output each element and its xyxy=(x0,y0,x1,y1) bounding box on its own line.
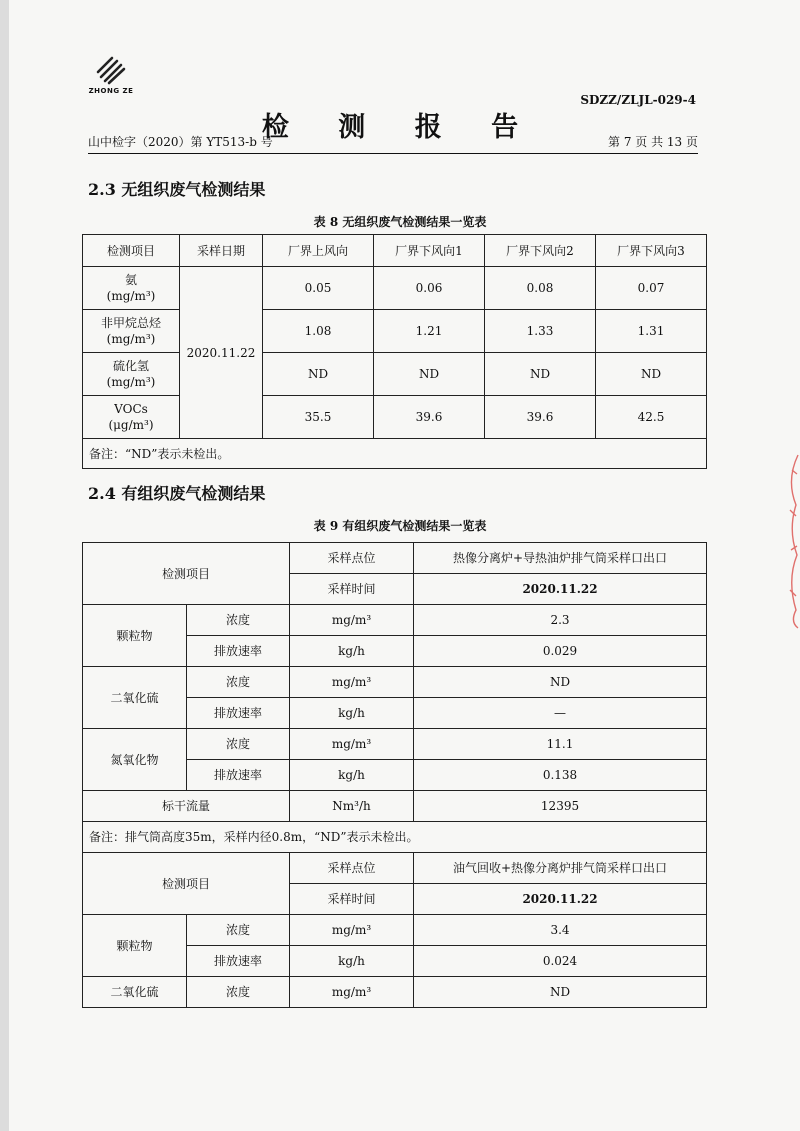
value-cell: 39.6 xyxy=(485,396,596,439)
page-info: 第 7 页 共 13 页 xyxy=(608,135,698,149)
param-cell: 浓度 xyxy=(187,915,290,946)
value-cell: 0.08 xyxy=(485,267,596,310)
unit-cell: kg/h xyxy=(290,636,414,667)
table-row xyxy=(83,605,707,636)
table-row xyxy=(83,977,707,1008)
section-heading-2-4: 2.4 有组织废气检测结果 xyxy=(88,484,266,503)
unit-cell: kg/h xyxy=(290,760,414,791)
value-cell: 42.5 xyxy=(596,396,707,439)
item-unit: (μg/m³) xyxy=(108,418,154,432)
group-name: 颗粒物 xyxy=(83,915,187,977)
table-row xyxy=(83,729,707,760)
group-name: 二氧化硫 xyxy=(83,977,187,1008)
item-unit: (mg/m³) xyxy=(106,375,156,389)
table-row xyxy=(83,853,707,884)
unit-cell: mg/m³ xyxy=(290,977,414,1008)
value-cell: 0.06 xyxy=(374,267,485,310)
value-cell: 0.138 xyxy=(414,760,707,791)
flow-value: 12395 xyxy=(414,791,707,822)
value-cell: ND xyxy=(263,353,374,396)
red-seal-edge-icon xyxy=(778,450,800,630)
unit-cell: mg/m³ xyxy=(290,729,414,760)
table-9 xyxy=(82,542,707,1008)
item-cell xyxy=(83,267,180,310)
item-name: 硫化氢 xyxy=(112,359,149,373)
value-cell: 1.08 xyxy=(263,310,374,353)
sampling-time-label: 采样时间 xyxy=(290,574,414,605)
value-cell: 1.33 xyxy=(485,310,596,353)
value-cell: 0.029 xyxy=(414,636,707,667)
header-cell: 厂界下风向3 xyxy=(596,235,707,267)
unit-cell: mg/m³ xyxy=(290,605,414,636)
table-row xyxy=(83,353,707,396)
zhongze-logo-icon xyxy=(95,55,127,85)
table-row xyxy=(83,791,707,822)
table-note-row xyxy=(83,822,707,853)
value-cell: 0.05 xyxy=(263,267,374,310)
document-code: SDZZ/ZLJL-029-4 xyxy=(580,93,696,107)
param-cell: 浓度 xyxy=(187,605,290,636)
table-8-note: 备注：“ND”表示未检出。 xyxy=(83,439,707,469)
value-cell: ND xyxy=(485,353,596,396)
group-name: 二氧化硫 xyxy=(83,667,187,729)
page-edge xyxy=(0,0,9,1131)
value-cell: 11.1 xyxy=(414,729,707,760)
report-number: 山中检字（2020）第 YT513-b 号 xyxy=(88,135,273,149)
value-cell: — xyxy=(414,698,707,729)
sampling-point-label: 采样点位 xyxy=(290,853,414,884)
item-name: 非甲烷总烃 xyxy=(100,316,161,330)
table-row xyxy=(83,915,707,946)
table-8 xyxy=(82,234,707,469)
value-cell: ND xyxy=(596,353,707,396)
header-cell: 采样日期 xyxy=(180,235,263,267)
table-row xyxy=(83,667,707,698)
item-name: 氨 xyxy=(124,273,137,287)
company-logo xyxy=(88,55,134,95)
header-cell: 厂界上风向 xyxy=(263,235,374,267)
flow-label: 标干流量 xyxy=(83,791,290,822)
table-row xyxy=(83,543,707,574)
param-cell: 浓度 xyxy=(187,729,290,760)
item-unit: (mg/m³) xyxy=(106,289,156,303)
sampling-date: 2020.11.22 xyxy=(180,267,263,439)
item-name: VOCs xyxy=(114,402,148,416)
unit-cell: kg/h xyxy=(290,698,414,729)
param-cell: 排放速率 xyxy=(187,636,290,667)
unit-cell: kg/h xyxy=(290,946,414,977)
table-9-note: 备注：排气筒高度35m，采样内径0.8m，“ND”表示未检出。 xyxy=(83,822,707,853)
report-title: 检 测 报 告 xyxy=(261,112,539,143)
item-cell xyxy=(83,310,180,353)
sampling-point-label: 采样点位 xyxy=(290,543,414,574)
sampling-point-value: 热像分离炉+导热油炉排气筒采样口出口 xyxy=(414,543,707,574)
value-cell: 39.6 xyxy=(374,396,485,439)
flow-unit: Nm³/h xyxy=(290,791,414,822)
group-name: 氮氧化物 xyxy=(83,729,187,791)
report-meta-line xyxy=(88,133,698,154)
param-cell: 排放速率 xyxy=(187,760,290,791)
logo-text: ZHONG ZE xyxy=(88,87,134,95)
value-cell: 2.3 xyxy=(414,605,707,636)
param-cell: 浓度 xyxy=(187,977,290,1008)
param-cell: 排放速率 xyxy=(187,698,290,729)
header-cell: 检测项目 xyxy=(83,235,180,267)
table-9-caption: 表 9 有组织废气检测结果一览表 xyxy=(313,519,487,533)
header-cell: 厂界下风向1 xyxy=(374,235,485,267)
table-8-caption: 表 8 无组织废气检测结果一览表 xyxy=(313,215,487,229)
value-cell: ND xyxy=(414,667,707,698)
value-cell: 3.4 xyxy=(414,915,707,946)
sampling-time-label: 采样时间 xyxy=(290,884,414,915)
unit-cell: mg/m³ xyxy=(290,667,414,698)
item-header-cell: 检测项目 xyxy=(83,543,290,605)
item-header-cell: 检测项目 xyxy=(83,853,290,915)
table-row xyxy=(83,267,707,310)
sampling-point-value: 油气回收+热像分离炉排气筒采样口出口 xyxy=(414,853,707,884)
table-8-header-row xyxy=(83,235,707,267)
section-heading-2-3: 2.3 无组织废气检测结果 xyxy=(88,180,266,199)
param-cell: 浓度 xyxy=(187,667,290,698)
table-note-row xyxy=(83,439,707,469)
unit-cell: mg/m³ xyxy=(290,915,414,946)
value-cell: ND xyxy=(414,977,707,1008)
value-cell: 0.024 xyxy=(414,946,707,977)
table-row xyxy=(83,396,707,439)
item-cell xyxy=(83,396,180,439)
item-unit: (mg/m³) xyxy=(106,332,156,346)
table-row xyxy=(83,310,707,353)
value-cell: 35.5 xyxy=(263,396,374,439)
value-cell: 0.07 xyxy=(596,267,707,310)
value-cell: 1.31 xyxy=(596,310,707,353)
value-cell: 1.21 xyxy=(374,310,485,353)
group-name: 颗粒物 xyxy=(83,605,187,667)
sampling-time-value: 2020.11.22 xyxy=(414,574,707,605)
item-cell xyxy=(83,353,180,396)
header-cell: 厂界下风向2 xyxy=(485,235,596,267)
value-cell: ND xyxy=(374,353,485,396)
sampling-time-value: 2020.11.22 xyxy=(414,884,707,915)
param-cell: 排放速率 xyxy=(187,946,290,977)
